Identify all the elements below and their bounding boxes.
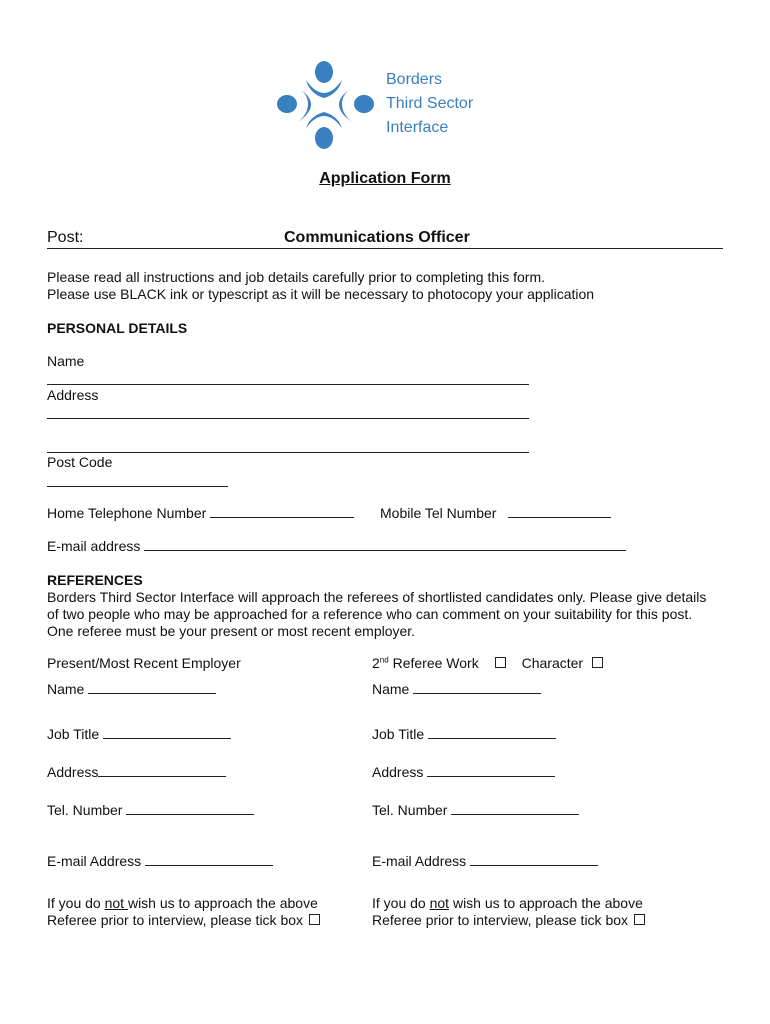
address-field-line-1[interactable] xyxy=(47,418,529,419)
referee-1-name-label: Name xyxy=(47,681,85,697)
address-label: Address xyxy=(47,387,99,403)
postcode-field[interactable] xyxy=(47,486,228,487)
referee-2-tel-row xyxy=(372,802,579,819)
referee-2-heading: 2nd Referee Work xyxy=(372,655,479,671)
referee-2-address-field[interactable] xyxy=(427,764,555,777)
referee-1-consent-line-2: Referee prior to interview, please tick box xyxy=(47,912,320,929)
referee-2-heading-row xyxy=(372,655,603,672)
referee-1-address-label: Address xyxy=(47,764,99,780)
logo-line-1: Borders xyxy=(386,71,443,88)
instruction-line-1: Please read all instructions and job details carefully prior to completing this form. xyxy=(47,269,546,285)
references-heading: REFERENCES xyxy=(47,572,143,588)
home-telephone-row xyxy=(47,505,354,522)
mobile-label: Mobile Tel Number xyxy=(380,505,497,521)
page-title: Application Form xyxy=(319,170,451,187)
email-row xyxy=(47,538,626,555)
referee-1-address-row xyxy=(47,764,226,781)
referee-2-character-checkbox[interactable] xyxy=(592,657,603,668)
referee-2-email-row xyxy=(372,853,598,870)
referee-2-consent-line-1: If you do not wish us to approach the above xyxy=(372,895,643,911)
referee-1-consent-line-1: If you do not wish us to approach the above xyxy=(47,895,318,911)
instruction-line-2: Please use BLACK ink or typescript as it will be necessary to photocopy your application xyxy=(47,286,595,302)
home-telephone-field[interactable] xyxy=(210,505,354,518)
referee-2-address-label: Address xyxy=(372,764,424,780)
mobile-field[interactable] xyxy=(508,505,611,518)
personal-details-heading: PERSONAL DETAILS xyxy=(47,320,188,336)
postcode-label: Post Code xyxy=(47,454,113,470)
logo-line-3: Interface xyxy=(386,119,449,136)
home-telephone-label: Home Telephone Number xyxy=(47,505,207,521)
mobile-row xyxy=(380,505,611,522)
email-label: E-mail address xyxy=(47,538,141,554)
references-paragraph: Borders Third Sector Interface will approach the referees of shortlisted candidates only. Please give details of two people who may be approached for a reference who can comment on your suitability for this post. One referee must be your present or most recent employer. xyxy=(47,589,707,639)
referee-1-address-field[interactable] xyxy=(98,764,226,777)
referee-2-job-title-row xyxy=(372,726,556,743)
referee-2-address-row xyxy=(372,764,555,781)
referee-2-name-label: Name xyxy=(372,681,410,697)
post-underline xyxy=(47,248,723,249)
referee-2-job-title-label: Job Title xyxy=(372,726,425,742)
email-field[interactable] xyxy=(144,538,626,551)
referee-1-heading: Present/Most Recent Employer xyxy=(47,655,241,671)
referee-2-email-label: E-mail Address xyxy=(372,853,467,869)
referee-2-job-title-field[interactable] xyxy=(428,726,556,739)
referee-1-job-title-row xyxy=(47,726,231,743)
referee-2-email-field[interactable] xyxy=(470,853,598,866)
referee-1-tel-label: Tel. Number xyxy=(47,802,123,818)
referee-1-tel-row xyxy=(47,802,254,819)
address-field-line-2[interactable] xyxy=(47,452,529,453)
referee-1-job-title-label: Job Title xyxy=(47,726,100,742)
referee-1-consent-checkbox[interactable] xyxy=(309,914,320,925)
referee-2-consent-checkbox[interactable] xyxy=(634,914,645,925)
logo xyxy=(276,58,516,154)
referee-1-job-title-field[interactable] xyxy=(103,726,231,739)
name-field[interactable] xyxy=(47,384,529,385)
referee-1-email-label: E-mail Address xyxy=(47,853,142,869)
referee-2-name-field[interactable] xyxy=(413,681,541,694)
post-label: Post: xyxy=(47,229,84,246)
referee-2-work-checkbox[interactable] xyxy=(495,657,506,668)
post-value: Communications Officer xyxy=(284,229,470,246)
referee-2-consent-line-2: Referee prior to interview, please tick box xyxy=(372,912,645,929)
referee-1-name-field[interactable] xyxy=(88,681,216,694)
referee-1-email-row xyxy=(47,853,273,870)
referee-2-tel-field[interactable] xyxy=(451,802,579,815)
referee-1-email-field[interactable] xyxy=(145,853,273,866)
logo-line-2: Third Sector xyxy=(386,95,474,112)
referee-2-tel-label: Tel. Number xyxy=(372,802,448,818)
referee-2-name-row xyxy=(372,681,541,698)
referee-1-tel-field[interactable] xyxy=(126,802,254,815)
referee-2-character-label: Character xyxy=(521,655,584,671)
name-label: Name xyxy=(47,353,85,369)
referee-1-name-row xyxy=(47,681,216,698)
logo-mark-icon xyxy=(276,58,376,154)
